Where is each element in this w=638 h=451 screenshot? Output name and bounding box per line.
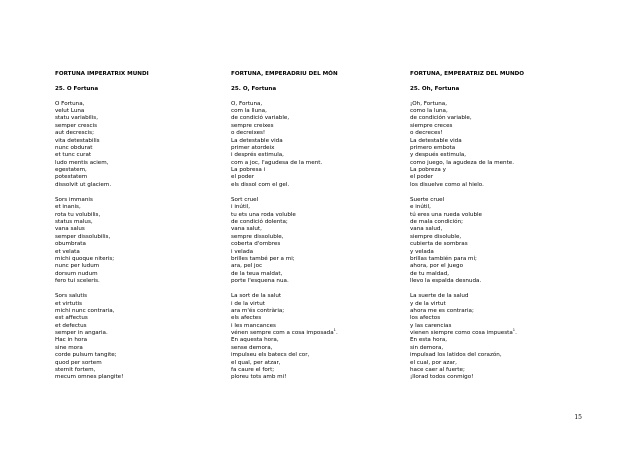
verse-line — [55, 219, 225, 226]
verse-text: aut decrescis; — [55, 130, 94, 137]
verse-line — [231, 360, 401, 367]
page-number: 15 — [574, 414, 582, 421]
stanza — [55, 293, 225, 382]
verse-text: nunc obdurat — [55, 144, 93, 151]
verse-text: Hac in hora — [55, 337, 88, 344]
verse-line — [410, 101, 590, 108]
verse-line — [231, 345, 401, 352]
verse-line — [55, 249, 225, 256]
verse-text: Sort cruel — [231, 196, 259, 203]
verse-text: com la lluna, — [231, 107, 267, 114]
punctuation: . — [515, 330, 517, 337]
verse-text: de tu maldad, — [410, 270, 450, 277]
verse-line — [410, 212, 590, 219]
verse-line — [55, 234, 225, 241]
verse-text: de condición variable, — [410, 115, 472, 122]
verse-line — [231, 308, 401, 315]
verse-text: i de la virtut — [231, 300, 265, 307]
verse-text: o decreces! — [410, 130, 443, 137]
verse-text: i velada — [231, 248, 254, 255]
verse-text: ¡Oh, Fortuna, — [410, 100, 447, 107]
verse-line — [410, 322, 590, 333]
verse-line — [231, 138, 401, 145]
verse-text: La sort de la salut — [231, 293, 282, 300]
verse-line — [410, 352, 590, 359]
verse-text: La detestable vida — [231, 137, 283, 144]
verse-text: brilles també per a mi; — [231, 255, 295, 262]
verse-text: vita detestabilis — [55, 137, 100, 144]
verse-text: est affectus — [55, 315, 88, 322]
verse-line — [55, 301, 225, 308]
verse-line — [410, 271, 590, 278]
column-title: FORTUNA, EMPERATRIZ DEL MUNDO — [410, 71, 525, 77]
verse-line — [231, 241, 401, 248]
verse-line — [55, 271, 225, 278]
verse-text: vana salus — [55, 226, 85, 233]
verse-line — [55, 167, 225, 174]
verse-text: y de la virtut — [410, 300, 446, 307]
verse-line — [55, 212, 225, 219]
verse-line — [231, 337, 401, 344]
verse-line — [55, 360, 225, 367]
verse-line — [231, 330, 401, 337]
verse-text: et velata — [55, 248, 80, 255]
verse-line — [231, 130, 401, 137]
verse-line — [410, 278, 590, 285]
verse-line — [55, 152, 225, 159]
verse-text: primero embota — [410, 144, 456, 151]
verse-line — [231, 101, 401, 108]
verse-text: i després estimula, — [231, 152, 284, 159]
verse-text: obumbrata — [55, 241, 86, 248]
verse-line — [231, 152, 401, 159]
verse-line — [410, 123, 590, 130]
verse-line — [55, 330, 225, 337]
verse-line — [231, 160, 401, 167]
verse-text: i les mancances — [231, 322, 276, 329]
verse-text: fa caure el fort; — [231, 367, 275, 374]
verse-line — [231, 322, 401, 333]
verse-line — [231, 197, 401, 204]
verse-line — [231, 123, 401, 130]
verse-line — [231, 182, 401, 189]
verse-line — [231, 212, 401, 219]
footnote-marker[interactable]: 1 — [512, 328, 516, 333]
verse-line — [231, 271, 401, 278]
verse-line — [55, 182, 225, 189]
verse-text: y las carencias — [410, 322, 452, 329]
punctuation: . — [335, 330, 338, 337]
verse-text: semper dissolubilis, — [55, 233, 111, 240]
column-title: FORTUNA IMPERATRIX MUNDI — [55, 71, 149, 77]
verse-line — [410, 130, 590, 137]
verse-line — [231, 352, 401, 359]
verse-text: primer atordeix — [231, 144, 275, 151]
verse-text: La detestable vida — [410, 137, 462, 144]
verse-text: michi nunc contraria, — [55, 307, 115, 314]
verse-text: et virtutis — [55, 300, 82, 307]
verse-text: ahora, por el juego — [410, 263, 464, 270]
verse-text: michi quoque niteris; — [55, 255, 115, 262]
catalan-column — [231, 71, 401, 389]
verse-text: de condició variable, — [231, 115, 290, 122]
verse-text: impulseu els batecs del cor, — [231, 352, 310, 359]
verse-text: y velada — [410, 248, 434, 255]
verse-text: y después estimula, — [410, 152, 467, 159]
verse-text: el cual, por azar, — [410, 359, 457, 366]
verse-text: cubierta de sombras — [410, 241, 468, 248]
verse-text: Suerte cruel — [410, 196, 445, 203]
verse-text: O, Fortuna, — [231, 100, 263, 107]
verse-text: els dissol com el gel. — [231, 181, 290, 188]
verse-text: ara, pel joc — [231, 263, 263, 270]
verse-line — [410, 115, 590, 122]
verse-text: tu ets una roda voluble — [231, 211, 296, 218]
verse-text: dorsum nudum — [55, 270, 98, 277]
verse-line — [231, 263, 401, 270]
verse-line — [231, 315, 401, 322]
stanza — [55, 101, 225, 190]
verse-text: llevo la espalda desnuda. — [410, 278, 482, 285]
verse-line — [55, 308, 225, 315]
verse-line — [231, 174, 401, 181]
verse-text: de la teua maldat, — [231, 270, 283, 277]
stanza — [231, 101, 401, 190]
verse-line — [410, 263, 590, 270]
stanza — [410, 197, 590, 286]
verse-text: sine mora — [55, 344, 83, 351]
verse-line — [410, 197, 590, 204]
verse-text: status malus, — [55, 219, 93, 226]
verse-line — [55, 174, 225, 181]
verse-line — [55, 278, 225, 285]
verse-line — [55, 204, 225, 211]
verse-text: semper in angaria. — [55, 330, 108, 337]
verse-line — [410, 301, 590, 308]
verse-line — [55, 352, 225, 359]
verse-line — [410, 330, 590, 337]
verse-text: fero tui sceleris. — [55, 278, 100, 285]
verse-text: el qual, per atzar, — [231, 359, 281, 366]
verse-line — [55, 323, 225, 330]
verse-text: sempre creixes — [231, 122, 274, 129]
verse-text: els afectes — [231, 315, 262, 322]
verse-text: siempre disoluble, — [410, 233, 462, 240]
column-subtitle: 25. O, Fortuna — [231, 85, 277, 92]
verse-text: i inútil, — [231, 204, 251, 211]
verse-text: En aquesta hora, — [231, 337, 279, 344]
verse-line — [231, 219, 401, 226]
verse-line — [55, 115, 225, 122]
verse-text: nunc per ludum — [55, 263, 100, 270]
latin-column — [55, 71, 225, 389]
verse-line — [55, 197, 225, 204]
verse-text: vénen sempre com a cosa imposada — [231, 330, 334, 337]
verse-text: vana salut, — [231, 226, 262, 233]
stanza — [231, 293, 401, 382]
verse-text: ara m'és contrària; — [231, 307, 285, 314]
verse-line — [231, 249, 401, 256]
verse-text: tú eres una rueda voluble — [410, 211, 482, 218]
verse-text: potestatem — [55, 174, 88, 181]
verse-line — [410, 160, 590, 167]
verse-line — [55, 374, 225, 381]
verse-text: ahora me es contraria; — [410, 307, 474, 314]
verse-text: impulsad los latidos del corazón, — [410, 352, 502, 359]
stanza — [55, 197, 225, 286]
verse-text: La pobresa i — [231, 167, 266, 174]
verse-text: de mala condición; — [410, 219, 464, 226]
verse-line — [410, 308, 590, 315]
verse-line — [55, 101, 225, 108]
verse-text: los afectos — [410, 315, 441, 322]
verse-line — [231, 226, 401, 233]
verse-text: e inútil, — [410, 204, 431, 211]
stanza — [231, 197, 401, 286]
verse-text: La suerte de la salud — [410, 293, 469, 300]
verse-text: coberta d'ombres — [231, 241, 281, 248]
verse-line — [55, 123, 225, 130]
verse-line — [410, 241, 590, 248]
verse-line — [410, 374, 590, 381]
verse-text: rota tu volubilis, — [55, 211, 101, 218]
verse-line — [55, 345, 225, 352]
verse-line — [55, 138, 225, 145]
verse-text: como la luna, — [410, 107, 448, 114]
verse-text: sense demora, — [231, 344, 273, 351]
verse-line — [410, 219, 590, 226]
verse-line — [55, 337, 225, 344]
verse-text: sempre dissoluble, — [231, 233, 284, 240]
verse-line — [55, 263, 225, 270]
verse-text: Sors salutis — [55, 293, 88, 300]
verse-text: corde pulsum tangite; — [55, 352, 117, 359]
verse-line — [55, 226, 225, 233]
verse-line — [410, 152, 590, 159]
verse-text: de condició dolenta; — [231, 219, 288, 226]
verse-text: vienen siempre como cosa impuesta — [410, 330, 513, 337]
verse-text: et tunc curat — [55, 152, 92, 159]
verse-text: En esta hora, — [410, 337, 448, 344]
verse-line — [410, 256, 590, 263]
verse-line — [55, 315, 225, 322]
verse-line — [231, 204, 401, 211]
verse-line — [231, 256, 401, 263]
verse-text: et inanis, — [55, 204, 81, 211]
verse-text: egestatem, — [55, 167, 87, 174]
verse-line — [55, 145, 225, 152]
verse-text: dissolvit ut glaciem. — [55, 181, 112, 188]
verse-line — [410, 367, 590, 374]
verse-text: ¡llorad todos conmigo! — [410, 374, 474, 381]
verse-line — [231, 367, 401, 374]
verse-line — [231, 301, 401, 308]
verse-line — [231, 278, 401, 285]
verse-line — [231, 293, 401, 300]
verse-line — [410, 315, 590, 322]
verse-text: quod per sortem — [55, 359, 102, 366]
verse-line — [410, 182, 590, 189]
verse-line — [55, 293, 225, 300]
verse-text: O Fortuna, — [55, 100, 85, 107]
verse-text: como juego, la agudeza de la mente. — [410, 159, 515, 166]
verse-text: ploreu tots amb mi! — [231, 374, 287, 381]
verse-line — [410, 167, 590, 174]
verse-text: mecum omnes plangite! — [55, 374, 124, 381]
verse-text: siempre creces — [410, 122, 453, 129]
verse-text: hace caer al fuerte; — [410, 367, 465, 374]
verse-text: sternit fortem, — [55, 367, 96, 374]
verse-text: sin demora, — [410, 344, 444, 351]
verse-text: et defectus — [55, 322, 87, 329]
verse-text: los disuelve como al hielo. — [410, 181, 484, 188]
verse-line — [55, 241, 225, 248]
verse-text: velut Luna — [55, 107, 85, 114]
verse-line — [410, 226, 590, 233]
verse-line — [410, 138, 590, 145]
verse-line — [55, 160, 225, 167]
verse-line — [410, 174, 590, 181]
verse-text: porte l'esquena nua. — [231, 278, 289, 285]
verse-line — [410, 337, 590, 344]
verse-line — [55, 108, 225, 115]
verse-line — [410, 234, 590, 241]
verse-text: el poder — [410, 174, 434, 181]
stanza — [410, 293, 590, 382]
verse-line — [231, 374, 401, 381]
verse-line — [410, 249, 590, 256]
verse-text: brillas también para mí; — [410, 255, 477, 262]
verse-line — [55, 130, 225, 137]
verse-text: statu variabilis, — [55, 115, 98, 122]
footnote-marker[interactable]: 1 — [333, 328, 336, 333]
verse-text: vana salud, — [410, 226, 443, 233]
verse-text: Sors immanis — [55, 196, 93, 203]
verse-line — [410, 293, 590, 300]
stanza — [410, 101, 590, 190]
verse-line — [410, 360, 590, 367]
verse-text: ludo mentis aciem, — [55, 159, 109, 166]
verse-line — [55, 367, 225, 374]
verse-text: el poder — [231, 174, 255, 181]
verse-text: La pobreza y — [410, 167, 446, 174]
verse-line — [231, 167, 401, 174]
verse-text: com a joc, l'agudesa de la ment. — [231, 159, 323, 166]
verse-line — [410, 204, 590, 211]
spanish-column — [410, 71, 590, 389]
verse-line — [231, 115, 401, 122]
column-subtitle: 25. O Fortuna — [55, 85, 99, 92]
verse-text: o decreixes! — [231, 130, 266, 137]
column-title: FORTUNA, EMPERADRIU DEL MÓN — [231, 71, 338, 77]
column-subtitle: 25. Oh, Fortuna — [410, 85, 460, 92]
verse-line — [231, 234, 401, 241]
verse-line — [55, 256, 225, 263]
verse-text: semper crescis — [55, 122, 98, 129]
